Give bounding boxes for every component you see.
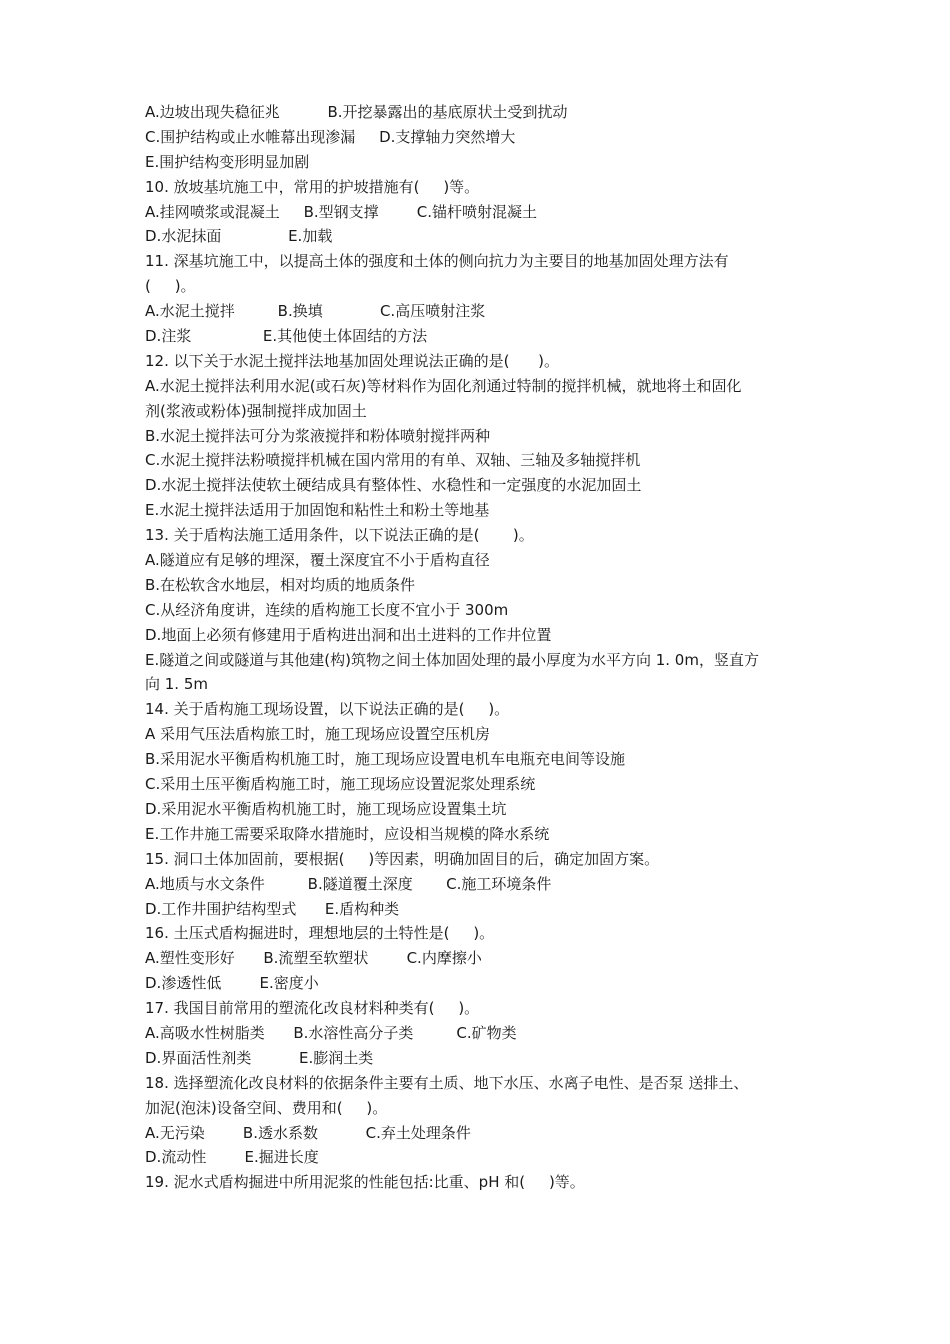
text-line: C.从经济角度讲，连续的盾构施工长度不宜小于 300m	[145, 600, 509, 619]
text-line: D.水泥土搅拌法使软土硬结成具有整体性、水稳性和一定强度的水泥加固土	[145, 476, 642, 495]
text-line: A.塑性变形好 B.流塑至软塑状 C.内摩擦小	[145, 949, 482, 968]
text-line: A.挂网喷浆或混凝土 B.型钢支撑 C.锚杆喷射混凝土	[145, 202, 538, 221]
text-line: D.界面活性剂类 E.膨润土类	[145, 1048, 374, 1067]
text-line: B.水泥土搅拌法可分为浆液搅拌和粉体喷射搅拌两种	[145, 426, 491, 445]
text-line: C.采用土压平衡盾构施工时，施工现场应设置泥浆处理系统	[145, 775, 536, 794]
text-line: 14. 关于盾构施工现场设置，以下说法正确的是( )。	[145, 700, 510, 719]
text-line: A.高吸水性树脂类 B.水溶性高分子类 C.矿物类	[145, 1023, 517, 1042]
text-line: 剂(浆液或粉体)强制搅拌成加固土	[145, 401, 367, 420]
text-line: E.工作井施工需要采取降水措施时，应设相当规模的降水系统	[145, 824, 550, 843]
text-line: 15. 洞口土体加固前，要根据( )等因素，明确加固目的后，确定加固方案。	[145, 849, 660, 868]
text-line: 11. 深基坑施工中，以提高土体的强度和土体的侧向抗力为主要目的地基加固处理方法有	[145, 252, 729, 271]
text-line: 12. 以下关于水泥土搅拌法地基加固处理说法正确的是( )。	[145, 351, 559, 370]
text-line: C.水泥土搅拌法粉喷搅拌机械在国内常用的有单、双轴、三轴及多轴搅拌机	[145, 451, 641, 470]
text-line: E.隧道之间或隧道与其他建(构)筑物之间土体加固处理的最小厚度为水平方向 1. 0m，竖直方	[145, 650, 759, 669]
text-line: 16. 土压式盾构掘进时，理想地层的土特性是( )。	[145, 924, 495, 943]
question-text-block	[145, 100, 825, 1195]
text-line: 向 1. 5m	[145, 675, 209, 694]
text-line: D.采用泥水平衡盾构机施工时，施工现场应设置集土坑	[145, 799, 507, 818]
text-line: D.注浆 E.其他使土体固结的方法	[145, 327, 428, 346]
text-line: A.水泥土搅拌 B.换填 C.高压喷射注浆	[145, 302, 486, 321]
text-line: E.围护结构变形明显加剧	[145, 152, 310, 171]
text-line: D.渗透性低 E.密度小	[145, 974, 319, 993]
text-line: B.在松软含水地层，相对均质的地质条件	[145, 575, 416, 594]
text-line: A.无污染 B.透水系数 C.弃土处理条件	[145, 1123, 471, 1142]
text-line: D.工作井围护结构型式 E.盾构种类	[145, 899, 400, 918]
text-line: 10. 放坡基坑施工中，常用的护坡措施有( )等。	[145, 177, 480, 196]
text-line: 13. 关于盾构法施工适用条件，以下说法正确的是( )。	[145, 526, 534, 545]
text-line: A.边坡出现失稳征兆 B.开挖暴露出的基底原状土受到扰动	[145, 103, 568, 121]
text-line: 18. 选择塑流化改良材料的依据条件主要有土质、地下水压、水离子电性、是否泵 送排土、	[145, 1073, 749, 1092]
text-line: ( )。	[145, 277, 196, 296]
text-line: A.水泥土搅拌法利用水泥(或石灰)等材料作为固化剂通过特制的搅拌机械，就地将土和固化	[145, 376, 742, 395]
text-line: B.采用泥水平衡盾构机施工时，施工现场应设置电机车电瓶充电间等设施	[145, 750, 626, 769]
text-line: A 采用气压法盾构旅工时，施工现场应设置空压机房	[145, 725, 491, 744]
text-line: C.围护结构或止水帷幕出现渗漏 D.支撑轴力突然增大	[145, 127, 516, 146]
text-line: A.隧道应有足够的埋深，覆土深度宜不小于盾构直径	[145, 551, 490, 570]
text-line: A.地质与水文条件 B.隧道覆土深度 C.施工环境条件	[145, 874, 552, 893]
text-line: E.水泥土搅拌法适用于加固饱和粘性土和粉土等地基	[145, 501, 490, 520]
text-line: 加泥(泡沫)设备空间、费用和( )。	[145, 1098, 388, 1117]
text-line: D.流动性 E.掘进长度	[145, 1148, 319, 1167]
text-line: D.水泥抹面 E.加载	[145, 227, 333, 246]
text-line: D.地面上必须有修建用于盾构进出洞和出土进料的工作井位置	[145, 625, 552, 644]
text-line: 17. 我国目前常用的塑流化改良材料种类有( )。	[145, 999, 480, 1018]
text-line: 19. 泥水式盾构掘进中所用泥浆的性能包括:比重、pH 和( )等。	[145, 1173, 585, 1192]
